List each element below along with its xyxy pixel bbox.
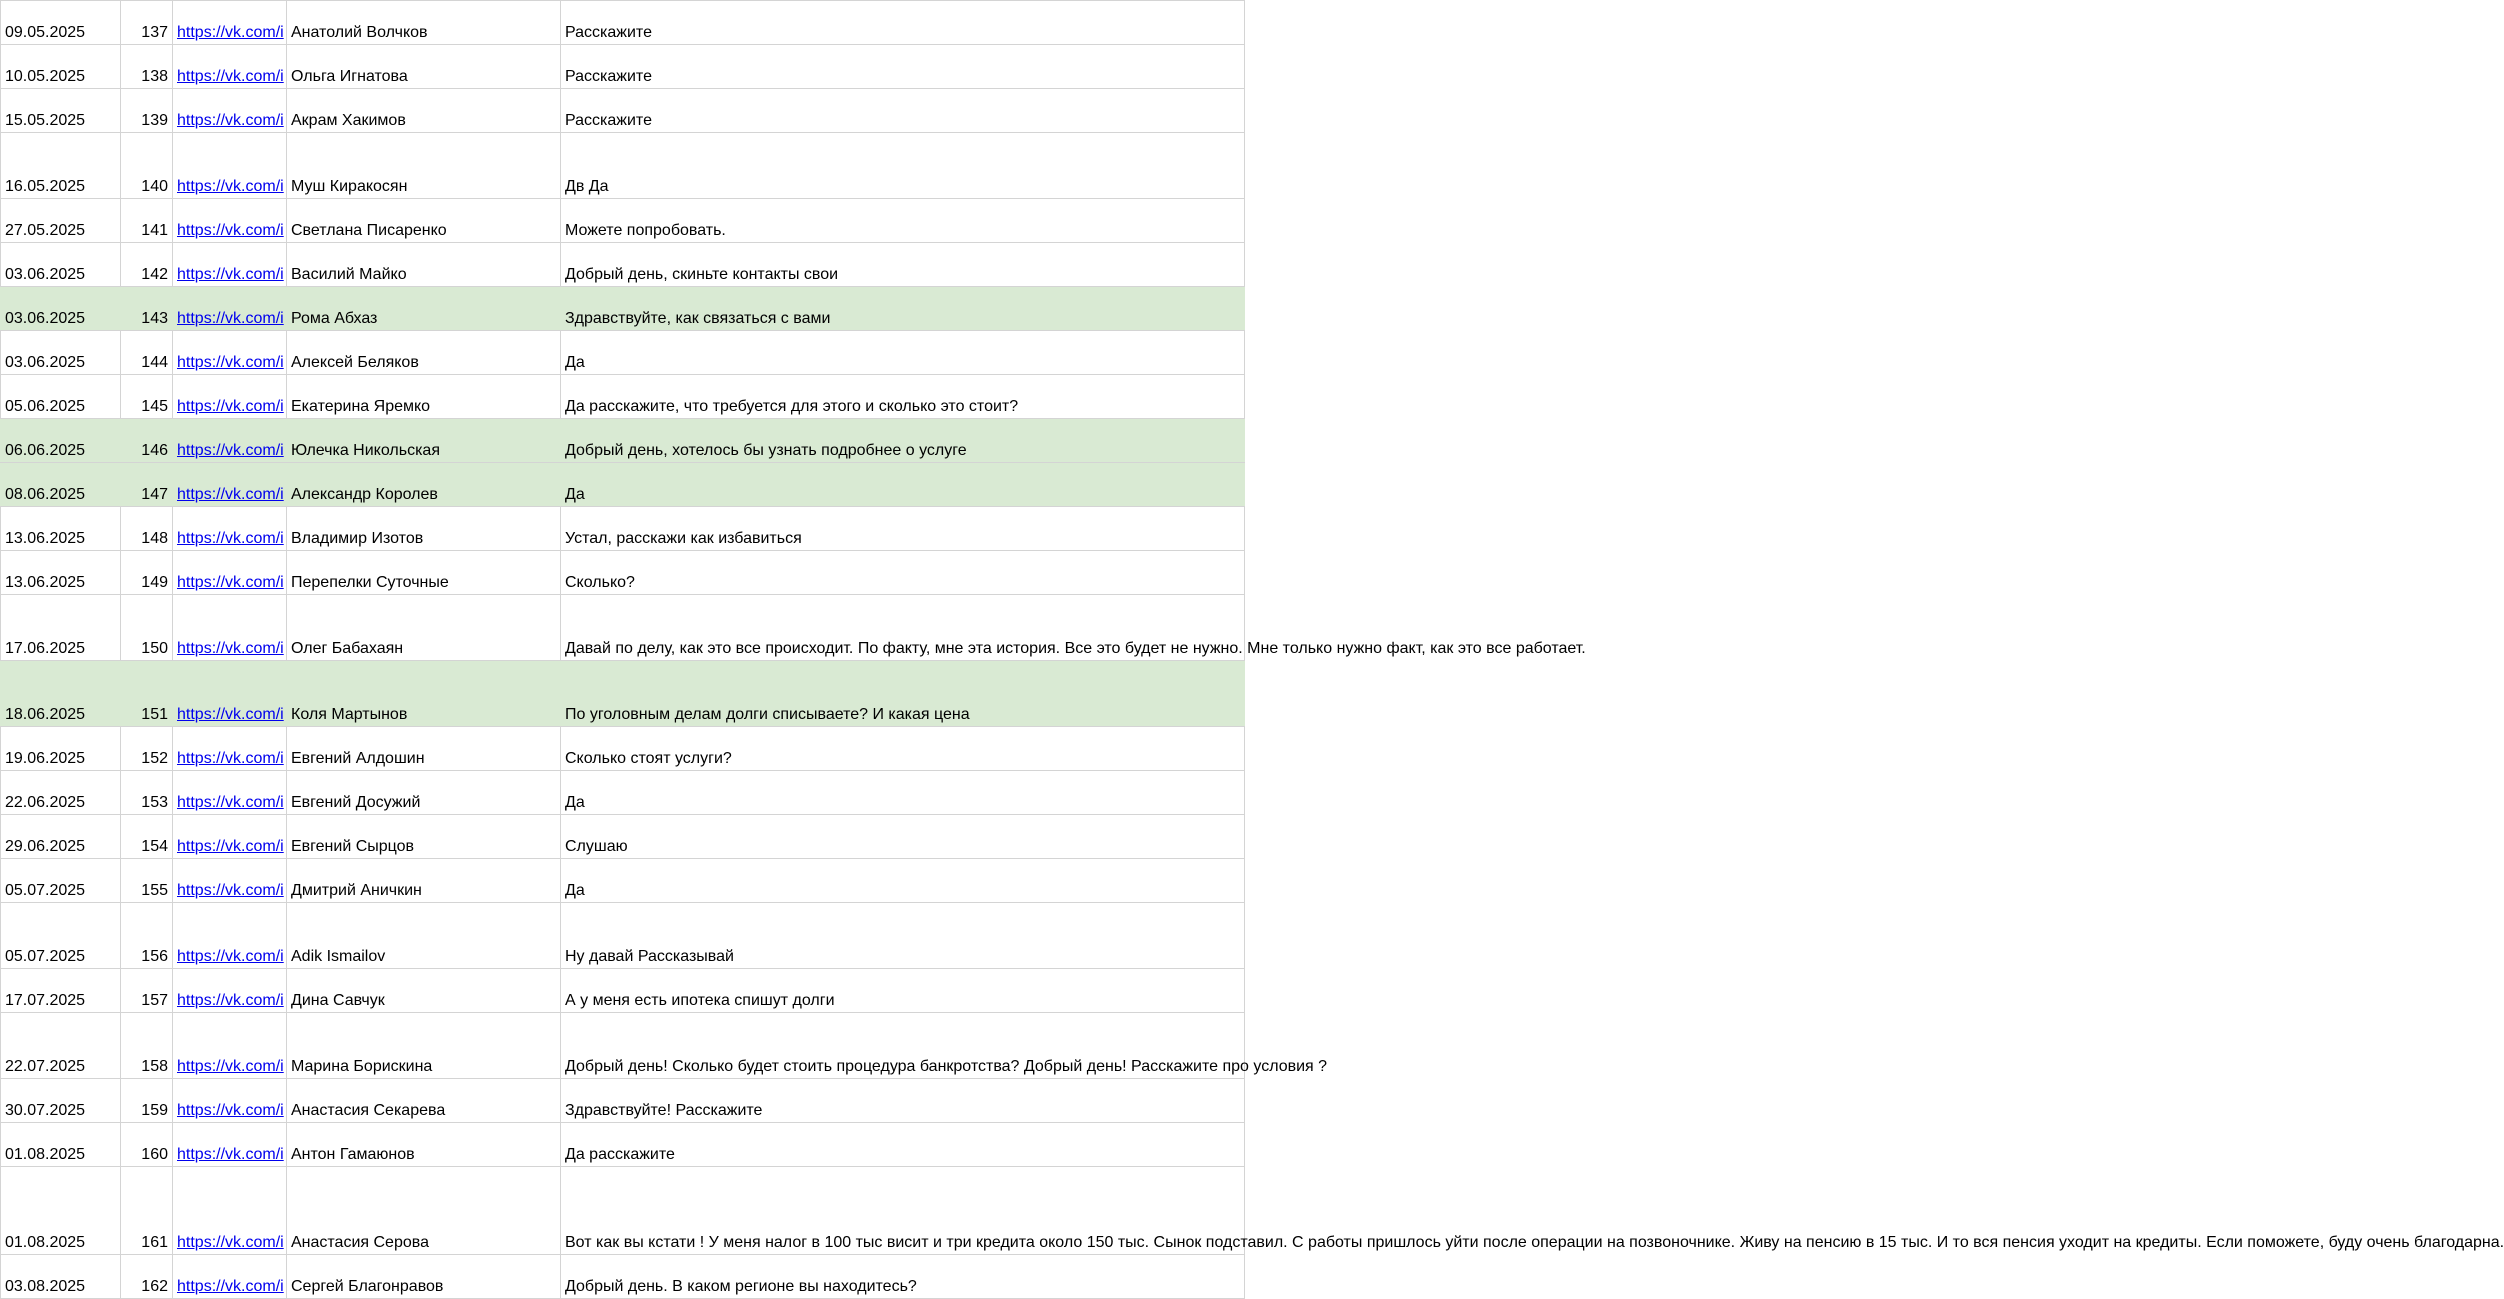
message-cell[interactable]: Здравствуйте! Расскажите: [561, 1079, 1245, 1123]
message-cell[interactable]: Да расскажите, что требуется для этого и сколько это стоит?: [561, 375, 1245, 419]
name-cell[interactable]: Анастасия Серова: [287, 1167, 561, 1255]
name-cell[interactable]: Сергей Благонравов: [287, 1255, 561, 1299]
message-cell[interactable]: По уголовным делам долги списываете? И какая цена: [561, 661, 1245, 727]
date-cell[interactable]: 03.06.2025: [1, 287, 121, 331]
name-cell[interactable]: Екатерина Яремко: [287, 375, 561, 419]
message-cell[interactable]: Расскажите: [561, 1, 1245, 45]
number-cell[interactable]: 154: [121, 815, 173, 859]
number-cell[interactable]: 152: [121, 727, 173, 771]
table-row[interactable]: [1, 551, 1245, 595]
name-cell[interactable]: Евгений Алдошин: [287, 727, 561, 771]
number-cell[interactable]: 159: [121, 1079, 173, 1123]
name-cell[interactable]: Светлана Писаренко: [287, 199, 561, 243]
table-row[interactable]: [1, 661, 1245, 727]
name-cell[interactable]: Коля Мартынов: [287, 661, 561, 727]
date-cell[interactable]: 05.06.2025: [1, 375, 121, 419]
table-row[interactable]: [1, 859, 1245, 903]
name-cell[interactable]: Дмитрий Аничкин: [287, 859, 561, 903]
table-row[interactable]: [1, 1013, 1245, 1079]
number-cell[interactable]: 151: [121, 661, 173, 727]
name-cell[interactable]: Акрам Хакимов: [287, 89, 561, 133]
profile-link[interactable]: https://vk.com/i: [173, 859, 287, 903]
number-cell[interactable]: 147: [121, 463, 173, 507]
profile-link[interactable]: https://vk.com/i: [173, 331, 287, 375]
number-cell[interactable]: 145: [121, 375, 173, 419]
date-cell[interactable]: 03.08.2025: [1, 1255, 121, 1299]
profile-link[interactable]: https://vk.com/i: [173, 89, 287, 133]
date-cell[interactable]: 13.06.2025: [1, 507, 121, 551]
profile-link[interactable]: https://vk.com/i: [173, 287, 287, 331]
message-cell[interactable]: Расскажите: [561, 89, 1245, 133]
table-row[interactable]: [1, 45, 1245, 89]
profile-link[interactable]: https://vk.com/i: [173, 419, 287, 463]
name-cell[interactable]: Алексей Беляков: [287, 331, 561, 375]
message-cell[interactable]: Вот как вы кстати ! У меня налог в 100 тыс висит и три кредита около 150 тыс. Сынок подставил. С работы пришлось уйти после операции на позвоночнике. Живу на пенсию в 15 тыс. И то вся пенсия уходит на кредиты. Если поможете, буду очень благодарна.: [561, 1167, 1245, 1255]
number-cell[interactable]: 148: [121, 507, 173, 551]
number-cell[interactable]: 138: [121, 45, 173, 89]
date-cell[interactable]: 10.05.2025: [1, 45, 121, 89]
profile-link[interactable]: https://vk.com/i: [173, 1167, 287, 1255]
date-cell[interactable]: 16.05.2025: [1, 133, 121, 199]
table-row[interactable]: [1, 199, 1245, 243]
number-cell[interactable]: 162: [121, 1255, 173, 1299]
name-cell[interactable]: Евгений Досужий: [287, 771, 561, 815]
date-cell[interactable]: 18.06.2025: [1, 661, 121, 727]
number-cell[interactable]: 160: [121, 1123, 173, 1167]
number-cell[interactable]: 141: [121, 199, 173, 243]
date-cell[interactable]: 03.06.2025: [1, 243, 121, 287]
profile-link[interactable]: https://vk.com/i: [173, 1255, 287, 1299]
message-cell[interactable]: Да расскажите: [561, 1123, 1245, 1167]
table-row[interactable]: [1, 375, 1245, 419]
date-cell[interactable]: 13.06.2025: [1, 551, 121, 595]
profile-link[interactable]: https://vk.com/i: [173, 45, 287, 89]
message-cell[interactable]: Да: [561, 771, 1245, 815]
number-cell[interactable]: 150: [121, 595, 173, 661]
date-cell[interactable]: 05.07.2025: [1, 903, 121, 969]
message-cell[interactable]: Сколько стоят услуги?: [561, 727, 1245, 771]
profile-link[interactable]: https://vk.com/i: [173, 551, 287, 595]
profile-link[interactable]: https://vk.com/i: [173, 727, 287, 771]
name-cell[interactable]: Александр Королев: [287, 463, 561, 507]
message-cell[interactable]: Устал, расскажи как избавиться: [561, 507, 1245, 551]
message-cell[interactable]: Дв Да: [561, 133, 1245, 199]
table-row[interactable]: [1, 89, 1245, 133]
table-row[interactable]: [1, 727, 1245, 771]
date-cell[interactable]: 01.08.2025: [1, 1167, 121, 1255]
profile-link[interactable]: https://vk.com/i: [173, 771, 287, 815]
message-cell[interactable]: Добрый день! Сколько будет стоить процедура банкротства? Добрый день! Расскажите про условия ?: [561, 1013, 1245, 1079]
profile-link[interactable]: https://vk.com/i: [173, 903, 287, 969]
table-row[interactable]: [1, 595, 1245, 661]
profile-link[interactable]: https://vk.com/i: [173, 1079, 287, 1123]
message-cell[interactable]: Ну давай Рассказывай: [561, 903, 1245, 969]
table-row[interactable]: [1, 1079, 1245, 1123]
number-cell[interactable]: 143: [121, 287, 173, 331]
name-cell[interactable]: Юлечка Никольская: [287, 419, 561, 463]
table-row[interactable]: [1, 1167, 1245, 1255]
message-cell[interactable]: Здравствуйте, как связаться с вами: [561, 287, 1245, 331]
table-row[interactable]: [1, 287, 1245, 331]
table-row[interactable]: [1, 903, 1245, 969]
number-cell[interactable]: 144: [121, 331, 173, 375]
name-cell[interactable]: Владимир Изотов: [287, 507, 561, 551]
name-cell[interactable]: Антон Гамаюнов: [287, 1123, 561, 1167]
name-cell[interactable]: Василий Майко: [287, 243, 561, 287]
message-cell[interactable]: Добрый день, скиньте контакты свои: [561, 243, 1245, 287]
number-cell[interactable]: 137: [121, 1, 173, 45]
table-row[interactable]: [1, 771, 1245, 815]
number-cell[interactable]: 161: [121, 1167, 173, 1255]
table-row[interactable]: [1, 331, 1245, 375]
message-cell[interactable]: А у меня есть ипотека спишут долги: [561, 969, 1245, 1013]
table-row[interactable]: [1, 419, 1245, 463]
profile-link[interactable]: https://vk.com/i: [173, 243, 287, 287]
message-cell[interactable]: Добрый день, хотелось бы узнать подробнее о услуге: [561, 419, 1245, 463]
table-row[interactable]: [1, 243, 1245, 287]
spreadsheet-body: [1, 1, 2504, 1299]
date-cell[interactable]: 19.06.2025: [1, 727, 121, 771]
date-cell[interactable]: 01.08.2025: [1, 1123, 121, 1167]
number-cell[interactable]: 146: [121, 419, 173, 463]
date-cell[interactable]: 27.05.2025: [1, 199, 121, 243]
profile-link[interactable]: https://vk.com/i: [173, 1013, 287, 1079]
date-cell[interactable]: 22.06.2025: [1, 771, 121, 815]
profile-link[interactable]: https://vk.com/i: [173, 1123, 287, 1167]
profile-link[interactable]: https://vk.com/i: [173, 199, 287, 243]
number-cell[interactable]: 140: [121, 133, 173, 199]
number-cell[interactable]: 139: [121, 89, 173, 133]
message-cell[interactable]: Да: [561, 463, 1245, 507]
profile-link[interactable]: https://vk.com/i: [173, 507, 287, 551]
message-cell[interactable]: Расскажите: [561, 45, 1245, 89]
name-cell[interactable]: Adik Ismailov: [287, 903, 561, 969]
profile-link[interactable]: https://vk.com/i: [173, 133, 287, 199]
number-cell[interactable]: 153: [121, 771, 173, 815]
message-cell[interactable]: Да: [561, 331, 1245, 375]
profile-link[interactable]: https://vk.com/i: [173, 595, 287, 661]
date-cell[interactable]: 15.05.2025: [1, 89, 121, 133]
date-cell[interactable]: 05.07.2025: [1, 859, 121, 903]
date-cell[interactable]: 17.07.2025: [1, 969, 121, 1013]
table-row[interactable]: [1, 815, 1245, 859]
name-cell[interactable]: Марина Борискина: [287, 1013, 561, 1079]
number-cell[interactable]: 157: [121, 969, 173, 1013]
message-cell[interactable]: Да: [561, 859, 1245, 903]
profile-link[interactable]: https://vk.com/i: [173, 969, 287, 1013]
name-cell[interactable]: Олег Бабахаян: [287, 595, 561, 661]
profile-link[interactable]: https://vk.com/i: [173, 815, 287, 859]
date-cell[interactable]: 06.06.2025: [1, 419, 121, 463]
date-cell[interactable]: 30.07.2025: [1, 1079, 121, 1123]
table-row[interactable]: [1, 1123, 1245, 1167]
table-row[interactable]: [1, 507, 1245, 551]
number-cell[interactable]: 142: [121, 243, 173, 287]
table-row[interactable]: [1, 133, 1245, 199]
message-cell[interactable]: Добрый день. В каком регионе вы находитесь?: [561, 1255, 1245, 1299]
table-row[interactable]: [1, 1255, 1245, 1299]
profile-link[interactable]: https://vk.com/i: [173, 1, 287, 45]
date-cell[interactable]: 17.06.2025: [1, 595, 121, 661]
table-row[interactable]: [1, 463, 1245, 507]
name-cell[interactable]: Анатолий Волчков: [287, 1, 561, 45]
name-cell[interactable]: Рома Абхаз: [287, 287, 561, 331]
message-cell[interactable]: Сколько?: [561, 551, 1245, 595]
date-cell[interactable]: 29.06.2025: [1, 815, 121, 859]
profile-link[interactable]: https://vk.com/i: [173, 463, 287, 507]
number-cell[interactable]: 156: [121, 903, 173, 969]
number-cell[interactable]: 149: [121, 551, 173, 595]
number-cell[interactable]: 155: [121, 859, 173, 903]
name-cell[interactable]: Анастасия Секарева: [287, 1079, 561, 1123]
number-cell[interactable]: 158: [121, 1013, 173, 1079]
date-cell[interactable]: 22.07.2025: [1, 1013, 121, 1079]
name-cell[interactable]: Муш Киракосян: [287, 133, 561, 199]
name-cell[interactable]: Евгений Сырцов: [287, 815, 561, 859]
message-cell[interactable]: Давай по делу, как это все происходит. По факту, мне эта история. Все это будет не нужно. Мне только нужно факт, как это все работает.: [561, 595, 1245, 661]
message-cell[interactable]: Можете попробовать.: [561, 199, 1245, 243]
date-cell[interactable]: 09.05.2025: [1, 1, 121, 45]
table-row[interactable]: [1, 1, 1245, 45]
name-cell[interactable]: Ольга Игнатова: [287, 45, 561, 89]
name-cell[interactable]: Перепелки Суточные: [287, 551, 561, 595]
date-cell[interactable]: 08.06.2025: [1, 463, 121, 507]
name-cell[interactable]: Дина Савчук: [287, 969, 561, 1013]
table-row[interactable]: [1, 969, 1245, 1013]
profile-link[interactable]: https://vk.com/i: [173, 375, 287, 419]
message-cell[interactable]: Слушаю: [561, 815, 1245, 859]
date-cell[interactable]: 03.06.2025: [1, 331, 121, 375]
profile-link[interactable]: https://vk.com/i: [173, 661, 287, 727]
